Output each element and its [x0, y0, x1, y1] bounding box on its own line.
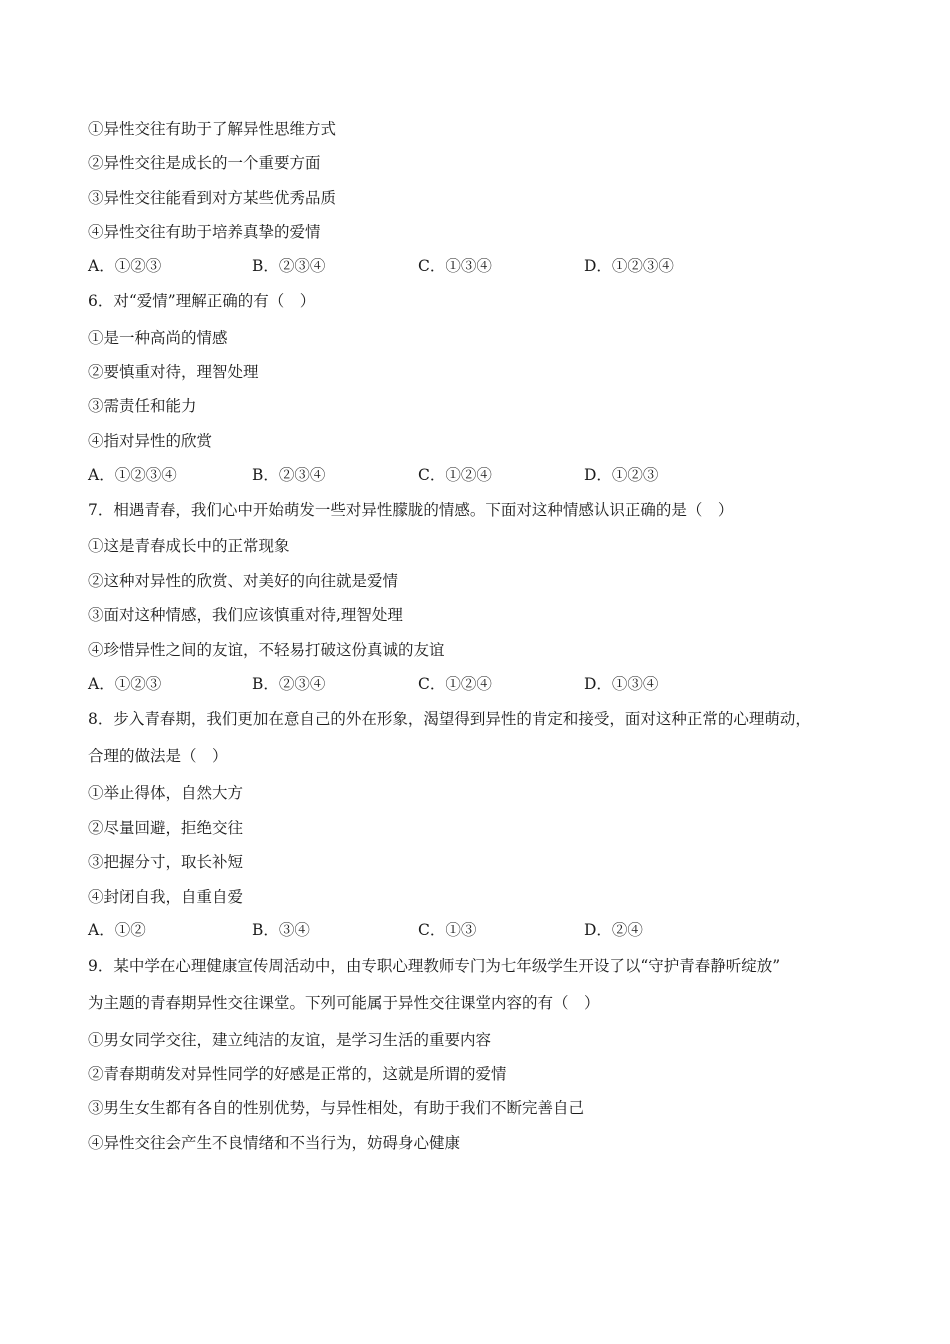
- q9-item-3: ③男生女生都有各自的性别优势，与异性相处，有助于我们不断完善自己: [88, 1099, 585, 1117]
- q5-option-c: C．①③④: [418, 257, 492, 275]
- q6-item-3: ③需责任和能力: [88, 397, 197, 415]
- q8-item-4: ④封闭自我，自重自爱: [88, 888, 244, 906]
- q5-item-1: ①异性交往有助于了解异性思维方式: [88, 120, 337, 138]
- q7-option-d: D．①③④: [584, 675, 659, 693]
- q7-option-b: B．②③④: [252, 675, 326, 693]
- q6-option-a: A．①②③④: [88, 466, 177, 484]
- q6-option-c: C．①②④: [418, 466, 492, 484]
- q8-option-a: A．①②: [88, 921, 146, 939]
- q6-stem: 6．对“爱情”理解正确的有（ ）: [88, 292, 316, 310]
- q8-item-1: ①举止得体，自然大方: [88, 784, 244, 802]
- q9-item-2: ②青春期萌发对异性同学的好感是正常的，这就是所谓的爱情: [88, 1065, 507, 1083]
- q6-item-4: ④指对异性的欣赏: [88, 432, 213, 450]
- q5-item-2: ②异性交往是成长的一个重要方面: [88, 154, 321, 172]
- q9-item-4: ④异性交往会产生不良情绪和不当行为，妨碍身心健康: [88, 1134, 461, 1152]
- q6-item-2: ②要慎重对待，理智处理: [88, 363, 259, 381]
- q8-stem-line-1: 8．步入青春期，我们更加在意自己的外在形象，渴望得到异性的肯定和接受，面对这种正常的心理萌动，: [88, 710, 811, 728]
- q8-item-2: ②尽量回避，拒绝交往: [88, 819, 244, 837]
- q5-option-a: A．①②③: [88, 257, 162, 275]
- q7-option-a: A．①②③: [88, 675, 162, 693]
- q8-option-b: B．③④: [252, 921, 310, 939]
- q9-item-1: ①男女同学交往，建立纯洁的友谊，是学习生活的重要内容: [88, 1031, 492, 1049]
- q5-item-4: ④异性交往有助于培养真挚的爱情: [88, 223, 321, 241]
- q6-option-d: D．①②③: [584, 466, 659, 484]
- q9-stem-line-1: 9．某中学在心理健康宣传周活动中，由专职心理教师专门为七年级学生开设了以“守护青春静听绽放”: [88, 957, 781, 975]
- q7-option-c: C．①②④: [418, 675, 492, 693]
- q7-item-1: ①这是青春成长中的正常现象: [88, 537, 290, 555]
- q6-item-1: ①是一种高尚的情感: [88, 329, 228, 347]
- q5-option-b: B．②③④: [252, 257, 326, 275]
- q7-item-4: ④珍惜异性之间的友谊，不轻易打破这份真诚的友谊: [88, 641, 445, 659]
- q5-option-d: D．①②③④: [584, 257, 674, 275]
- q8-stem-line-2: 合理的做法是（ ）: [88, 747, 228, 765]
- q5-item-3: ③异性交往能看到对方某些优秀品质: [88, 189, 337, 207]
- q7-item-3: ③面对这种情感，我们应该慎重对待,理智处理: [88, 606, 403, 624]
- q8-option-c: C．①③: [418, 921, 477, 939]
- q8-item-3: ③把握分寸，取长补短: [88, 853, 244, 871]
- q7-item-2: ②这种对异性的欣赏、对美好的向往就是爱情: [88, 572, 399, 590]
- q6-option-b: B．②③④: [252, 466, 326, 484]
- q7-stem: 7．相遇青春，我们心中开始萌发一些对异性朦胧的情感。下面对这种情感认识正确的是（ ）: [88, 501, 734, 519]
- q8-option-d: D．②④: [584, 921, 643, 939]
- q9-stem-line-2: 为主题的青春期异性交往课堂。下列可能属于异性交往课堂内容的有（ ）: [88, 994, 600, 1012]
